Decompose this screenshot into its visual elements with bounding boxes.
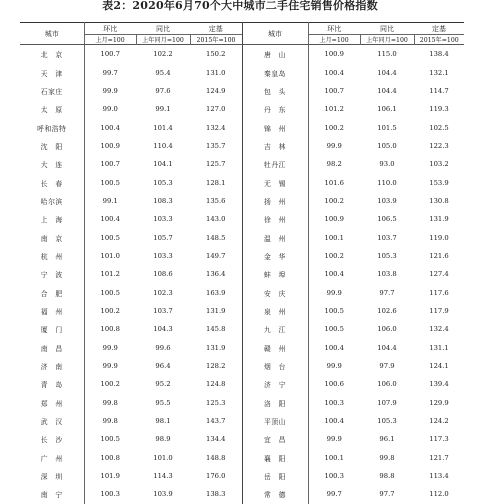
mom-value-right: 100.4 xyxy=(324,68,344,77)
base-value-left: 135.7 xyxy=(190,137,242,155)
base-value-left: 148.8 xyxy=(190,449,242,467)
mom-value-right: 101.6 xyxy=(324,178,344,187)
mom-value-right: 100.3 xyxy=(324,472,344,481)
table-row xyxy=(20,210,464,228)
city-name-left: 宁 波 xyxy=(20,265,84,283)
table-row xyxy=(20,173,464,191)
yoy-value-left: 102.3 xyxy=(153,288,173,297)
mom-value-left: 99.9 xyxy=(102,362,118,371)
city-name-left: 长 春 xyxy=(20,173,84,191)
mom-value-left: 99.1 xyxy=(102,196,118,205)
yoy-value-left: 102.2 xyxy=(153,50,173,59)
base-value-right: 103.2 xyxy=(429,160,449,169)
base-value-right: 124.1 xyxy=(429,362,449,371)
yoy-value-left: 95.2 xyxy=(155,380,171,389)
yoy-value-left: 98.1 xyxy=(155,417,171,426)
yoy-value-left: 101.4 xyxy=(153,123,173,132)
mom-value-right: 100.5 xyxy=(324,306,344,315)
mom-value-right: 100.5 xyxy=(324,325,344,334)
city-name-right: 吉 林 xyxy=(242,137,308,155)
mom-value-right: 99.7 xyxy=(326,490,342,499)
mom-value-left: 101.2 xyxy=(100,270,120,279)
table-row xyxy=(20,265,464,283)
mom-value-left: 100.5 xyxy=(100,233,120,242)
city-name-left: 合 肥 xyxy=(20,283,84,301)
city-name-right: 无 锡 xyxy=(242,173,308,191)
mom-value-left: 99.8 xyxy=(102,417,118,426)
table-row xyxy=(20,228,464,246)
table-row xyxy=(20,485,464,503)
city-name-right: 平顶山 xyxy=(242,412,308,430)
base-value-left: 124.9 xyxy=(190,82,242,100)
mom-value-left: 99.9 xyxy=(102,86,118,95)
mom-value-right: 101.2 xyxy=(324,105,344,114)
mom-value-left: 100.7 xyxy=(100,160,120,169)
base-value-right: 132.4 xyxy=(429,325,449,334)
city-name-right: 扬 州 xyxy=(242,192,308,210)
city-name-right: 包 头 xyxy=(242,82,308,100)
yoy-value-right: 106.5 xyxy=(377,215,397,224)
city-name-left: 郑 州 xyxy=(20,394,84,412)
table-row xyxy=(20,339,464,357)
city-name-right: 温 州 xyxy=(242,228,308,246)
base-value-left: 150.2 xyxy=(190,45,242,64)
mom-value-left: 100.2 xyxy=(100,380,120,389)
yoy-value-left: 95.5 xyxy=(155,398,171,407)
yoy-value-right: 115.0 xyxy=(377,50,397,59)
mom-value-right: 100.9 xyxy=(324,50,344,59)
city-name-right: 秦皇岛 xyxy=(242,63,308,81)
yoy-value-right: 103.9 xyxy=(377,196,397,205)
yoy-value-left: 103.7 xyxy=(153,306,173,315)
yoy-value-right: 107.9 xyxy=(377,398,397,407)
mom-value-left: 100.5 xyxy=(100,288,120,297)
city-name-left: 长 沙 xyxy=(20,430,84,448)
base-value-left: 138.3 xyxy=(190,485,242,503)
base-value-left: 135.6 xyxy=(190,192,242,210)
base-value-right: 131.9 xyxy=(429,215,449,224)
city-header-left: 城市 xyxy=(20,23,84,45)
base-value-left: 143.7 xyxy=(190,412,242,430)
city-name-right: 九 江 xyxy=(242,320,308,338)
mom-value-right: 100.3 xyxy=(324,398,344,407)
mom-value-left: 100.5 xyxy=(100,435,120,444)
base-value-right: 127.4 xyxy=(429,270,449,279)
table-row xyxy=(20,467,464,485)
base-value-right: 114.7 xyxy=(429,86,449,95)
mom-value-right: 100.2 xyxy=(324,196,344,205)
base-value-right: 132.1 xyxy=(429,68,449,77)
mom-value-left: 99.9 xyxy=(102,343,118,352)
base-header-left: 定基 xyxy=(190,23,242,35)
mom-value-right: 99.9 xyxy=(326,288,342,297)
yoy-value-right: 96.1 xyxy=(379,435,395,444)
city-name-left: 石家庄 xyxy=(20,82,84,100)
yoy-value-left: 104.1 xyxy=(153,160,173,169)
mom-value-left: 100.9 xyxy=(100,141,120,150)
base-value-right: 119.0 xyxy=(429,233,449,242)
base-value-left: 136.4 xyxy=(190,265,242,283)
mom-value-left: 100.5 xyxy=(100,178,120,187)
mom-value-right: 99.9 xyxy=(326,362,342,371)
yoy-value-left: 99.1 xyxy=(155,105,171,114)
yoy-value-left: 110.4 xyxy=(153,141,173,150)
city-name-left: 呼和浩特 xyxy=(20,118,84,136)
yoy-value-right: 104.4 xyxy=(377,86,397,95)
mom-value-left: 100.8 xyxy=(100,325,120,334)
yoy-value-left: 103.9 xyxy=(153,490,173,499)
city-name-left: 哈尔滨 xyxy=(20,192,84,210)
base-value-right: 113.4 xyxy=(429,472,449,481)
mom-value-left: 100.2 xyxy=(100,306,120,315)
table-row xyxy=(20,357,464,375)
city-name-left: 沈 阳 xyxy=(20,137,84,155)
mom-value-left: 101.9 xyxy=(100,472,120,481)
mom-value-right: 100.7 xyxy=(324,86,344,95)
mom-value-left: 100.7 xyxy=(100,50,120,59)
yoy-value-right: 97.9 xyxy=(379,362,395,371)
yoy-header-left: 同比 xyxy=(156,24,170,33)
base-value-left: 125.7 xyxy=(190,155,242,173)
yoy-value-right: 101.5 xyxy=(377,123,397,132)
yoy-sub-right: 上年同月=100 xyxy=(360,35,414,45)
table-row xyxy=(20,247,464,265)
yoy-value-right: 105.0 xyxy=(377,141,397,150)
table-row xyxy=(20,449,464,467)
city-name-right: 蚌 埠 xyxy=(242,265,308,283)
price-index-table xyxy=(20,22,464,504)
yoy-value-right: 110.0 xyxy=(377,178,397,187)
base-value-right: 121.7 xyxy=(429,453,449,462)
city-name-left: 上 海 xyxy=(20,210,84,228)
city-name-right: 唐 山 xyxy=(242,45,308,64)
yoy-value-right: 103.8 xyxy=(377,270,397,279)
city-name-left: 南 昌 xyxy=(20,339,84,357)
base-value-left: 131.9 xyxy=(190,339,242,357)
base-value-right: 124.2 xyxy=(429,417,449,426)
yoy-value-left: 95.4 xyxy=(155,68,171,77)
city-name-right: 宜 昌 xyxy=(242,430,308,448)
city-name-right: 襄 阳 xyxy=(242,449,308,467)
city-name-left: 青 岛 xyxy=(20,375,84,393)
city-name-right: 赣 州 xyxy=(242,339,308,357)
base-value-right: 121.6 xyxy=(429,251,449,260)
mom-value-right: 100.1 xyxy=(324,233,344,242)
base-value-right: 129.9 xyxy=(429,398,449,407)
city-name-left: 南 宁 xyxy=(20,485,84,503)
base-value-right: 153.9 xyxy=(429,178,449,187)
mom-value-right: 100.1 xyxy=(324,453,344,462)
base-value-right: 131.1 xyxy=(429,343,449,352)
yoy-value-left: 104.3 xyxy=(153,325,173,334)
base-value-left: 125.3 xyxy=(190,394,242,412)
base-value-right: 122.3 xyxy=(429,141,449,150)
yoy-value-left: 97.6 xyxy=(155,86,171,95)
yoy-value-left: 103.3 xyxy=(153,251,173,260)
mom-sub-right: 上月=100 xyxy=(308,35,360,45)
city-name-left: 济 南 xyxy=(20,357,84,375)
yoy-value-left: 108.3 xyxy=(153,196,173,205)
yoy-value-right: 99.8 xyxy=(379,453,395,462)
mom-value-right: 100.6 xyxy=(324,380,344,389)
city-name-right: 泉 州 xyxy=(242,302,308,320)
table-row xyxy=(20,137,464,155)
mom-value-right: 100.2 xyxy=(324,123,344,132)
table-row xyxy=(20,155,464,173)
yoy-value-left: 108.6 xyxy=(153,270,173,279)
yoy-value-right: 98.8 xyxy=(379,472,395,481)
city-name-right: 安 庆 xyxy=(242,283,308,301)
city-name-right: 金 华 xyxy=(242,247,308,265)
mom-value-right: 99.9 xyxy=(326,141,342,150)
city-name-left: 天 津 xyxy=(20,63,84,81)
table-row xyxy=(20,82,464,100)
table-row xyxy=(20,394,464,412)
base-value-left: 145.8 xyxy=(190,320,242,338)
city-name-right: 烟 台 xyxy=(242,357,308,375)
yoy-value-right: 106.0 xyxy=(377,380,397,389)
base-value-left: 143.0 xyxy=(190,210,242,228)
city-name-right: 锦 州 xyxy=(242,118,308,136)
base-value-left: 148.5 xyxy=(190,228,242,246)
city-name-left: 北 京 xyxy=(20,45,84,64)
yoy-value-left: 96.4 xyxy=(155,362,171,371)
table-row xyxy=(20,302,464,320)
table-title: 表2：2020年6月70个大中城市二手住宅销售价格指数 xyxy=(102,0,378,12)
city-name-right: 牡丹江 xyxy=(242,155,308,173)
table-row xyxy=(20,63,464,81)
table-row xyxy=(20,100,464,118)
base-value-right: 119.3 xyxy=(429,105,449,114)
mom-value-left: 99.8 xyxy=(102,398,118,407)
table-row xyxy=(20,283,464,301)
mom-value-right: 98.2 xyxy=(326,160,342,169)
table-row xyxy=(20,430,464,448)
yoy-sub-left: 上年同月=100 xyxy=(136,35,190,45)
yoy-value-left: 105.7 xyxy=(153,233,173,242)
city-name-right: 洛 阳 xyxy=(242,394,308,412)
base-value-left: 124.8 xyxy=(190,375,242,393)
base-value-right: 117.9 xyxy=(429,306,449,315)
yoy-value-right: 106.0 xyxy=(377,325,397,334)
mom-sub-left: 上月=100 xyxy=(84,35,136,45)
yoy-value-right: 102.6 xyxy=(377,306,397,315)
yoy-value-left: 105.3 xyxy=(153,178,173,187)
city-name-left: 武 汉 xyxy=(20,412,84,430)
base-value-left: 131.0 xyxy=(190,63,242,81)
yoy-value-right: 97.7 xyxy=(379,288,395,297)
table-row xyxy=(20,118,464,136)
base-value-right: 130.8 xyxy=(429,196,449,205)
yoy-value-left: 103.3 xyxy=(153,215,173,224)
base-value-left: 127.0 xyxy=(190,100,242,118)
mom-value-left: 100.8 xyxy=(100,453,120,462)
city-name-left: 深 圳 xyxy=(20,467,84,485)
base-value-left: 176.0 xyxy=(190,467,242,485)
mom-value-right: 100.4 xyxy=(324,343,344,352)
base-value-left: 134.4 xyxy=(190,430,242,448)
city-name-right: 常 德 xyxy=(242,485,308,503)
yoy-value-left: 99.6 xyxy=(155,343,171,352)
base-value-left: 132.4 xyxy=(190,118,242,136)
mom-value-left: 100.4 xyxy=(100,215,120,224)
mom-value-left: 99.0 xyxy=(102,105,118,114)
base-sub-right: 2015年=100 xyxy=(414,35,464,45)
base-value-left: 163.9 xyxy=(190,283,242,301)
mom-value-left: 101.0 xyxy=(100,251,120,260)
base-value-left: 128.1 xyxy=(190,173,242,191)
mom-value-right: 100.4 xyxy=(324,417,344,426)
table-row xyxy=(20,45,464,64)
city-name-right: 徐 州 xyxy=(242,210,308,228)
yoy-value-left: 101.0 xyxy=(153,453,173,462)
mom-header-left: 环比 xyxy=(103,24,118,33)
mom-value-left: 100.3 xyxy=(100,490,120,499)
base-value-right: 112.0 xyxy=(429,490,449,499)
base-value-right: 139.4 xyxy=(429,380,449,389)
yoy-value-left: 98.9 xyxy=(155,435,171,444)
yoy-value-right: 106.1 xyxy=(377,105,397,114)
base-value-left: 128.2 xyxy=(190,357,242,375)
base-value-right: 117.3 xyxy=(429,435,449,444)
mom-value-right: 100.9 xyxy=(324,215,344,224)
mom-header-right: 环比 xyxy=(327,24,342,33)
city-name-left: 广 州 xyxy=(20,449,84,467)
yoy-header-right: 同比 xyxy=(380,24,394,33)
base-value-right: 117.6 xyxy=(429,288,449,297)
mom-value-right: 99.9 xyxy=(326,435,342,444)
city-name-left: 杭 州 xyxy=(20,247,84,265)
yoy-value-right: 97.7 xyxy=(379,490,395,499)
city-name-left: 厦 门 xyxy=(20,320,84,338)
base-value-right: 138.4 xyxy=(429,50,449,59)
table-body xyxy=(20,45,464,504)
table-row xyxy=(20,412,464,430)
city-name-left: 太 原 xyxy=(20,100,84,118)
table-row xyxy=(20,375,464,393)
mom-value-right: 100.2 xyxy=(324,251,344,260)
city-name-left: 大 连 xyxy=(20,155,84,173)
mom-value-right: 100.4 xyxy=(324,270,344,279)
city-name-left: 南 京 xyxy=(20,228,84,246)
base-header-right: 定基 xyxy=(432,24,446,33)
base-sub-left: 2015年=100 xyxy=(190,35,242,45)
table-row xyxy=(20,192,464,210)
city-name-right: 丹 东 xyxy=(242,100,308,118)
yoy-value-left: 114.3 xyxy=(153,472,173,481)
mom-value-left: 100.4 xyxy=(100,123,120,132)
yoy-value-right: 104.4 xyxy=(377,343,397,352)
base-value-right: 102.5 xyxy=(429,123,449,132)
yoy-value-right: 93.0 xyxy=(379,160,395,169)
base-value-left: 149.7 xyxy=(190,247,242,265)
mom-value-left: 99.7 xyxy=(102,68,118,77)
city-name-right: 岳 阳 xyxy=(242,467,308,485)
city-name-left: 福 州 xyxy=(20,302,84,320)
yoy-value-right: 104.4 xyxy=(377,68,397,77)
yoy-value-right: 103.7 xyxy=(377,233,397,242)
city-name-right: 济 宁 xyxy=(242,375,308,393)
yoy-value-right: 105.3 xyxy=(377,251,397,260)
table-row xyxy=(20,320,464,338)
yoy-value-right: 105.3 xyxy=(377,417,397,426)
city-header-right: 城市 xyxy=(242,23,308,45)
base-value-left: 131.9 xyxy=(190,302,242,320)
